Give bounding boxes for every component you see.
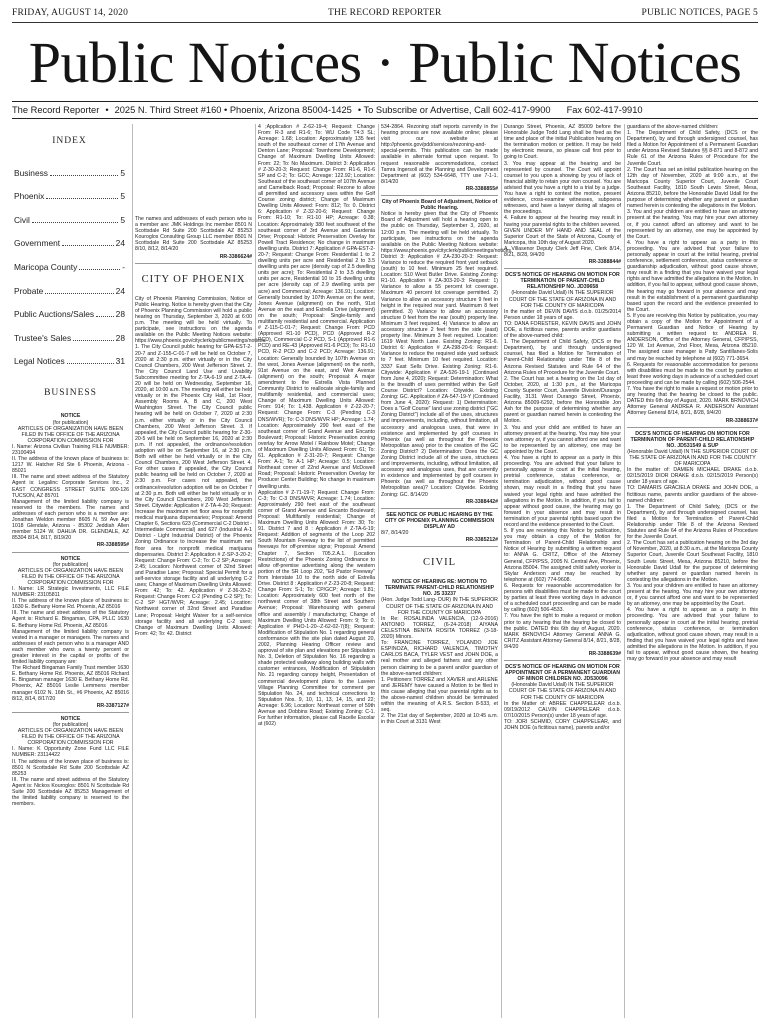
notice-divider bbox=[381, 508, 498, 509]
column-3-notices bbox=[258, 124, 375, 727]
masthead-rule-bottom bbox=[12, 118, 758, 119]
notice-text: Durango Street, Phoenix, AZ 85009 before the Honorable Judge Todd Lang shall be fixed as the time and place of the initial Publication hearing on the termination motion or petition. It may be held by electronic means, so please call first prior to going to Court. bbox=[504, 124, 621, 161]
notice-text: III. The name and street address of the Statutory Agent is: Legalinc Corporate Services Inc., 2 EAST CONGRESS STREET SUITE 900-126 TUCSON, AZ 85701 bbox=[12, 474, 129, 499]
index-entry-label: Public Auctions/Sales bbox=[14, 309, 95, 320]
masthead-title: Public Notices · Public Notices bbox=[28, 30, 742, 95]
notice-divider bbox=[381, 546, 498, 547]
index-entry-page: 24 bbox=[115, 285, 125, 296]
notice-text: 6. Requests for reasonable accommodation for persons with disabilities must be made to the court by parties at least three working days in advance of a scheduled court proceeding and can be made by calling (602) 506-2544. bbox=[627, 361, 758, 386]
index-entry-page: 28 bbox=[115, 332, 125, 343]
notice-divider bbox=[627, 427, 758, 428]
notice-text: 4. You have a right to appear as a party in this proceeding. You are advised that your failure to personally appear in court at the initial hearing, pretrial conference, status conference, or termination adjudication, without good cause shown, may result in a finding that you have waived your legal rights and have admitted the allegations in the Motion. In addition, if you fail to appear, without good cause shown, the hearing may go forward in your absence and may result bbox=[627, 607, 758, 663]
notice-text: 8/7, 8/14/20 bbox=[381, 530, 409, 536]
index-list bbox=[14, 154, 125, 366]
header-rule bbox=[12, 22, 758, 23]
notice-text: 7. You have the right to make a request or motion prior to any hearing that the hearing be closed to the public. DATED this 6th day of August, 2020. MARK BRNOVICH Attorney General ANNA G. CRITZ Assistant Attorney General 8/14, 8/21, 8/28, 9/4/20 bbox=[504, 613, 621, 650]
notice-caption: (for publication) bbox=[52, 419, 89, 426]
notice-title: DCS'S NOTICE OF HEARING ON MOTION FOR TERMINATION OF PARENT-CHILD RELATIONSHIP NO. JD39658 bbox=[505, 272, 620, 291]
column-divider bbox=[132, 124, 133, 1018]
column-divider bbox=[501, 124, 502, 1018]
index-entry-label: Trustee's Sales bbox=[14, 332, 72, 343]
index-entry-label: Business bbox=[14, 167, 48, 178]
notice-text: 4. Failure to appear at the hearing may result in having your parental rights to the children severed. bbox=[504, 215, 621, 228]
notice-text: To: FRANCINE TORREZ, YOLANDO JOE ESPINOZA, RICHARD VALENCIA, TIMOTHY CARLOS BACA, TYLER VEST and JOHN DOE, a real mother and alleged fathers and any other person claiming to be a parent and/or guardian of the above-named children: bbox=[381, 640, 498, 677]
index-leader-dots bbox=[62, 245, 114, 246]
section-heading-civil: CIVIL bbox=[423, 557, 456, 569]
notice-caption: (Honorable David Udall) IN THE SUPERIOR COURT OF THE STATE OF ARIZONA IN AND FOR THE COUNTY OF MARICOPA bbox=[508, 682, 617, 701]
column-divider bbox=[378, 124, 379, 1018]
notice-title: SEE NOTICE OF PUBLIC HEARING BY THE CITY OF PHOENIX PLANNING COMMISSION DISPLAY AD bbox=[384, 511, 495, 530]
notice-title: NOTICE bbox=[60, 715, 81, 722]
notice-text: Management of the limited liability company is reserved to the members. The names and addresses of each person who is a member are: Jonathan Weldon member 8605 N. 59 Ave Apt 1018 Glendale, Arizona - 85302 Jeddiah Allen member 5124 W. DAHLIA DR. GLENDALE, AZ 85304 8/14, 8/17, 8/19/20 bbox=[12, 498, 129, 542]
index-box bbox=[14, 138, 125, 366]
notice-id: RR-3387127# bbox=[96, 702, 129, 709]
notice-text: 2. The Court has set an initial publication hearing on the 12th day of November, 2020 at 9:00 a.m., at the Maricopa County Superior Court, Juvenile Court Southeast Facility, 1810 South Lewis Street, Mesa, Arizona 85210, before the Honorable David Udall for the purpose of determining whether any parent or guardian named herein is contesting the allegations in the Motion. bbox=[627, 166, 758, 210]
notice-title: DCS'S NOTICE OF HEARING ON MOTION FOR APPOINTMENT OF A PERMANENT GUARDIAN OF MINOR CHILDREN NO. JD530096 bbox=[505, 664, 620, 683]
notice-divider bbox=[504, 268, 621, 269]
notice-divider bbox=[12, 712, 129, 713]
index-entry bbox=[14, 272, 125, 296]
notice-id: RR-3388855# bbox=[465, 185, 498, 192]
publisher-name: The Record Reporter bbox=[12, 104, 100, 115]
notice-text: 3. You and your children are entitled to have an attorney present at the hearing. You may hire your own attorney or, if you cannot afford one and want to be represented by an attorney, one may be appointed by the Court. bbox=[627, 582, 758, 608]
notice-text: I. Name: LR Strategic Investments, LLC FILE NUMBER: 23105811 bbox=[12, 585, 129, 599]
notice-text: II. The address of the known place of business is: 8501 N Scottsdale Rd Suite 200 Scottsdale AZ 85253 bbox=[12, 758, 129, 777]
index-entry-label: Maricopa County bbox=[14, 262, 78, 273]
notice-text: GIVEN UNDER MY HAND AND SEAL of the Superior Court of the State of Arizona, County of Maricopa, this 10th day of August 2020. bbox=[504, 227, 621, 246]
notice-text: A. Villasenor Deputy Clerk Jeff Fine, Clerk 8/14, 8/21, 8/28, 9/4/20 bbox=[504, 245, 621, 258]
publisher-address: 2025 N. Third Street #160 • Phoenix, Arizona 85004-1425 bbox=[114, 104, 352, 115]
notice-text: III. The name and street address of the Statutory Agent is: Richard E. Bingaman, CPA, PLLC 1630 E. Bethany Home Rd. Phoenix, AZ 85016 bbox=[12, 610, 129, 629]
city-planning-notice: City of Phoenix Planning Commission, Notice of Public Hearing. Notice is hereby given that the City of Phoenix Planning Commission will hold a public hearing on Thursday, September 3, 2020 at 6:00 p.m. The meeting will be held virtually. To participate, see instructions on the agenda available on the Public Meeting Notices website: https://www.phoenix.gov/cityclerk/publicmeetings/notices. 1. The City Council public hearing for GPA-EST-2-20-7 and Z-155-C-01-7 will be held on October 7, 2020 at 2:30 p.m. either virtually or in the City Council Chambers, 200 West Jefferson Street. 2. The City Council Land Use and Livability Subcommittee meeting for Z-TA-6-19 and Z-TA-4-20 will be held on Wednesday, September 16, 2020, at 10:00 a.m. The meeting will either be held virtually or in the Phoenix City Hall, 1st Floor, Assembly Rooms A, B and C, 200 West Washington Street. The City Council public hearing will be held on October 7, 2020 at 2:30 p.m. either virtually or in the City Council Chambers, 200 West Jefferson Street. 3. If appealed, the City Council public hearing for Z-30-20-5 will be held on September 16, 2020 at 2:30 p.m. If not appealed, the ordinance/resolution adoption will be on September 16, at 2:30 p.m. Both will either be held virtually or in the City Council Chambers, 200 West Jefferson Street. 4. For other cases if appealed, the City Council public hearing will be held on October 7, 2020 at 2:30 p.m. For cases not appealed, the ordinance/resolution adoption will be on October 7 at 2:30 p.m. Both will either be held virtually or in the City Council Chambers, 200 West Jefferson Street. Citywide: Application # Z-TA-4-20; Request: Increase the maximum net floor area for nonprofit medical marijuana dispensaries; Proposal: Amend Chapter 6, Sections 623 (Commercial C-2 District - Intermediate Commercial) and 627 (Industrial A-1 District - Light Industrial District) of the Phoenix Zoning Ordinance to increase the maximum net floor area for nonprofit medical marijuana dispensaries. District 2: Application # Z-SP-3-20-2; Request: Change From: C-2; To: C-2 SP; Acreage: 2.45; Location: Northwest corner of 32nd Street and Paradise Lane; Proposal: Special Permit for a self-service storage facility and all underlying C-2 uses; Change of Maximum Dwelling Units Allowed: From: 42; To: 42. Application # Z-36-20-2; Request: Change From: C-2 (Pending C-2 SP); To: C-2 SP HGT/WVR; Acreage: 2.45; Location: Northwest corner of 32nd Street and Paradise Lane; Proposal: Height Waiver for a self-service storage facility and all underlying C-2 uses; Change of Maximum Dwelling Units Allowed: From: 42; To: 42. District bbox=[135, 295, 267, 637]
notice-text: 1. The Department of Child Safety, (DCS or the Department), by and through undersigned counsel, has filed a Motion for Appointment of a Permanent Guardian under Arizona Revised Statutes §§ 8-871 and 8-872 and Rule 61 of the Arizona Rules of Procedure for the Juvenile Court. bbox=[627, 130, 758, 167]
notice-text: In the matter of: DAMIEN MICHAEL DRAKE d.o.b. 02/15/2019 DIOR DRAKE d.o.b. 02/15/2019 Person(s) under 18 years of age. bbox=[627, 467, 758, 486]
index-entry bbox=[14, 154, 125, 178]
index-entry-page: 5 bbox=[120, 214, 125, 225]
notice-text: Application # Z-71-19-7; Request: Change From: C-3; To: C-3 DNS/WVR; Acreage: 1.74; Location: Approximately 290 feet east of the southeast corner of Grand Avenue and Encanto Boulevard; Proposal: Multifamily residential; Change of Maximum Dwelling Units Allowed: From: 30; To: 91. District 7 and 8 : Application # Z-TA-6-19; Request: Addition of segments of the Loop 202 South Mountain Freeway to the list of permitted freeways for off-premise signs; Proposal: Amend Chapter 7, Section 705.2.A.1. (Location Restrictions) of the Phoenix Zoning Ordinance to allow off-premise advertising along the western portion of the SR Loop 202, "Ed Pastor Freeway" from Interstate 10 to the north side of Estrella Drive. District 8 : Application # Z-23-20-8; Request: Change From: S-1; To: CP/GCP; Acreage: 9.81; Location: Approximately 600 feet north of the northwest corner of 38th Street and Southern Avenue; Proposal: Warehousing with general office and assembly / manufacturing; Change of Maximum Dwelling Units Allowed: From: 9; To: 0. Application # PHO-1-20--Z-62-02-7(8); Request: Modification of Stipulation No. 1 regarding general conformance with the site plan dated August 20, 2002, Planning Hearing Officer review and approval of site plan and elevations per Stipulation No. 3, Deletion of Stipulation No. 16 regarding a shade protected walkway along building walls with customer entrances, Modification of Stipulation No. 21 regarding canopy height, Presentation of commercial development plans to the Laveen Village Planning Committee for comment per Stipulation No. 24, and technical corrections to Stipulation Nos. 9, 10, 11, 13, 14, 15, and 22; Acreage: 6.96; Location: Northeast corner of 59th Avenue and Dobbins Road; Existing Zoning: C-1. For further information, please call Racelle Escolar at (602) bbox=[258, 489, 375, 728]
index-leader-dots bbox=[79, 269, 120, 270]
notice-text: II. The address of the known place of business is: 1217 W. Hatcher Rd Ste 6 Phoenix, Arizona - 85021 bbox=[12, 456, 129, 475]
separator: • bbox=[105, 104, 109, 115]
notice-text: Management of the limited liability company is vested in a manager or managers. The names and addresses of each person who is a manager AND each member who owns a twenty percent or greater interest in the capital or profits of the limited liability company are: bbox=[12, 628, 129, 666]
section-heading-city: CITY OF PHOENIX bbox=[141, 273, 246, 285]
masthead-rule-top bbox=[12, 101, 758, 102]
notice-id: RR-3388637# bbox=[725, 417, 758, 424]
notice-text: 4 ;Application # Z-62-19-4; Request: Change From: R-3 and R1-6; To: WU Code T4:3 SL; Acreage: 1.68; Location: Approximately 135 feet south of the southeast corner of 17th Avenue and Denton Lane; Proposal: Townhome Development; Change of Maximum Dwelling Units Allowed: From: 22; To: No Maximum. District 3: Application # Z-30-20-3; Request: Change From: R1-6, R1-6 SP and C-2; To: GCC; Acreage: 122.92; Location: Southeast of the southeast corner of 107th Avenue and Camelback Road; Proposal: Rezone to allow all permitted and accessory uses within the Golf Course zoning district; Change of Maximum Dwelling Units Allowed: From: 812; To: 0. District 6: Application # Z-32-20-6; Request: Change From: R1-10; To: R1-10 HP; Acreage: 0.38; Location: Approximately 380 feet southwest of the southeast corner of 3rd Avenue and Gardenia Drive; Proposal: Historic Preservation Overlay for Powell Tract Residence; No change in maximum dwelling units. District 7: Application # GPA-EST-2-20-7; Request: Change From: Residential 1 to 2 dwelling units per acre and Residential 2 to 3.5 dwelling units per acre (density cap of 2.5 dwelling units per acre); To: Residential 2 to 3.5 dwelling units per acre, Residential 10 to 15 dwelling units per acre (density cap of 2.9 dwelling units per acre) and Commercial; Acreage: 136.91; Location: Generally bounded by 107th Avenue on the west, Jones Avenue (alignment) on the north, 91st Avenue on the east and Estrella Drive (alignment) on the south; Proposal: Single-family and multifamily residential and commercial. Application # Z-115-C-01-7; Request: Change From: PCD (Approved R1-10 PCD), PCD (Approved R-2 PCD), Commercial C-2 PCD, S-1 (Approved R1-6 PCD) and RE-43 (Approved R1-6 PCD); To: R1-10 PCD, R-2 PCD and C-2 PCD; Acreage: 136.91; Location: Generally bounded by 107th Avenue on the west, Jones Avenue (alignment) on the north, 91st Avenue on the east, and Weir Avenue (alignment) on the south; Proposal: A major amendment to the Estrella Vista Planned Community District to reallocate single-family and multifamily residential, and commercial uses; Change of Maximum Dwelling Units Allowed: From: 914; To: 1,438. Application # Z-22-20-7; Request: Change From: C-3 (Pending C-3 DNS/WVR); To: C-3 DNS/WVR HP; Acreage: 1.74; Location: Approximately 290 feet east of the southeast corner of Grand Avenue and Encanto Boulevard; Proposal: Historic Preservation zoning overlay for Arrow Motel / Rainbow Motel; Change of Maximum Dwelling Units Allowed: From: 61; To: 61. Application # Z-31-20-7; Request: Change From: A-1; To: A-1 HP; Acreage: 0.5; Location: Northeast corner of 22nd Avenue and McDowell Road; Proposal: Historic Preservation Overlay for Producer Center Building; No change in maximum dwelling units. bbox=[258, 124, 375, 490]
subscribe-info: • To Subscribe or Advertise, Call 602-417-9900 bbox=[357, 104, 551, 115]
index-leader-dots bbox=[73, 340, 114, 341]
column-divider bbox=[624, 124, 625, 1018]
notice-title: NOTICE OF HEARING RE: MOTION TO TERMINATE PARENT-CHILD RELATIONSHIP NO. JS 33237 bbox=[384, 579, 495, 598]
business-notice-continued: The names and addresses of each person who is a member are: JMK Holdings Inc member 8501 N Scottsdale Rd Suite 200 Scottsdale AZ 85253 Kouroglos Consulting Group LLC member 8501 N Scottsdale Rd Suite 200 Scottsdale AZ 85253 8/10, 8/12, 8/14/20 bbox=[135, 216, 252, 253]
index-leader-dots bbox=[46, 198, 118, 199]
notice-text: 1. Petitioners TORREZ and XAVIER and ARLENE and JEREMY have caused a Motion to be filed in this cause alleging that your parental rights as to the above-named children should be terminated within the meaning of A.R.S. Section 8-533, et seq. bbox=[381, 676, 498, 714]
page-header bbox=[12, 6, 758, 20]
notice-text: 1. The Department of Child Safety, (DCS or the Department), by and through undersigned counsel, has filed a Motion for Termination of Parent-Child Relationship under Title 8 of the Arizona Revised Statutes and Rule 64 of the Arizona Rules of Procedure for the Juvenile Court. bbox=[627, 503, 758, 541]
section-heading-business: BUSINESS bbox=[44, 388, 97, 399]
column-4-notices bbox=[381, 124, 513, 726]
index-entry-page: - bbox=[122, 262, 125, 273]
index-entry-label: Legal Notices bbox=[14, 356, 65, 367]
notice-text: 5. If you are receiving this Notice by publication, you may obtain a copy of the Motion for Termination of Parent-Child Relationship and Notice of Hearing by submitting a written request to: ANNA G. CRITZ, Office of the Attorney General, CFP/PSS, 2005 N. Central Ave, Phoenix, Arizona 85004. The assigned child safety worker is Skylar Anderson and may be reached by telephone at (602) 774-9608. bbox=[504, 528, 621, 583]
notice-text: 5. If you are receiving this Notice by publication, you may obtain a copy of the Motion for Appointment of a Permanent Guardian and Notice of Hearing by submitting a written request to: ANDREA R. ANDERSON, Office of the Attorney General, CFP/PSS, 120 W. 1st Avenue, 2nd Floor, Mesa, Arizona 85210. The assigned case manager is Patty Santillanes-Solis and may be reached by telephone at (602) 771-3654. bbox=[627, 312, 758, 362]
index-entry-label: Government bbox=[14, 238, 61, 249]
notice-text: Notice is hereby given that the City of Phoenix Board of Adjustment will hold a hearing open to the public on Thursday, September 3, 2020, at 12:00 p.m. The meeting will be held virtually. To participate, see instructions on the agenda available on the Public Meeting Notices website: https://www.phoenix.gov/cityclerk/publicmeetings/notices. District 3: Application # ZA-230-20-3: Request: Variance to reduce the required front yard setback (south) to 10 feet. Minimum 25 feet required. Location: 510 West Butler Drive. Existing Zoning: R1-10. Application # ZA-303-20-3: Request: 1) Variance to allow a 55 percent lot coverage. Maximum 40 percent lot coverage permitted. 2) Variance to allow an accessory structure 9 feet in height in the required rear yard. Maximum 8 feet permitted. 3) Variance to allow an accessory structure 0 feet from the rear (south) property line. Minimum 3 feet required. 4) Variance to allow an accessory structure 2 feet from the side (east) property line. Minimum 3 feet required. Location: 1619 West North Lane. Existing Zoning: R1-6. District 6: Application # ZA-298-20-6: Request: Variance to reduce the required side yard setback to 7 feet. Minimum 10 feet required. Location: 3337 East Sells Drive. Existing Zoning: R1-6. Citywide: Application # ZA-526-19-1 (Continued from June 4, 2020): Request: Determination: What is the breadth of uses permitted within the Golf Course District? Location: Citywide. Existing Zoning: GC. Application # ZA-547-19-Y (Continued from June 4, 2020): Request: 1) Determination: Does a "Golf Course" land use zoning district ("GC Zoning District") include all of the uses, structures and improvements, including, without limitation, all accessory and analogous uses, that were in existence and implemented by golf courses in Phoenix (as well as throughout the Phoenix Metropolitan area) prior to the creation of the GC Zoning District? 2) Determination: Does the GC Zoning District include all of the uses, structures and improvements, including, without limitation, all accessory and analogous uses, that are currently in existence and implemented by golf courses in Phoenix (as well as throughout the Phoenix Metropolitan area)? Location: Citywide. Existing Zoning: GC. 8/14/20 bbox=[381, 211, 513, 498]
index-entry bbox=[14, 178, 125, 202]
index-entry bbox=[14, 201, 125, 225]
notice-text: 3. You and your children are entitled to have an attorney present at the hearing. You may hire your own attorney or, if you cannot afford an attorney and want to be represented by an attorney, one may be appointed by the Court. bbox=[627, 209, 758, 240]
notice-caption: (Hon. Judge Todd Lang- DUR) IN THE SUPERIOR COURT OF THE STATE OF ARIZONA IN AND FOR THE COUNTY OF MARICOPA bbox=[381, 597, 498, 616]
notice-text: 1. The Department of Child Safety, (DCS or the Department), by and through undersigned counsel, has filed a Motion for Termination of Parent-Child Relationship under Title 8 of the Arizona Revised Statutes and Rule 64 of the Arizona Rules of Procedure for the Juvenile Court. bbox=[504, 339, 621, 376]
notice-text: 2. The 21st day of September, 2020 at 10:45 a.m. in this Court at 3131 West bbox=[381, 713, 498, 726]
notice-text: 2. The Court has set a publication hearing on the 3rd day of November, 2020, at 8:30 a.m., at the Maricopa County Superior Court, Juvenile Court Southeast Facility, 1810 South Lewis Street, Mesa, Arizona 85210, before the Honorable David Udall for the purpose of determining whether any parent or guardian named herein is contesting the allegations in the Motion. bbox=[627, 540, 758, 583]
index-entry-page: 31 bbox=[115, 356, 125, 367]
publication-name: THE RECORD REPORTER bbox=[328, 8, 442, 18]
page-date: FRIDAY, AUGUST 14, 2020 bbox=[12, 8, 129, 18]
index-leader-dots bbox=[32, 222, 119, 223]
index-entry bbox=[14, 296, 125, 320]
index-entry-label: Phoenix bbox=[14, 191, 45, 202]
notice-text: 6. Requests for reasonable accommodation for persons with disabilities must be made to the court by parties at least three working days in advance of a scheduled court proceeding and can be made by calling (602) 506-4533. bbox=[504, 582, 621, 614]
notice-text: 4. You have a right to appear as a party in this proceeding. You are advised that your failure to personally appear in court at the initial hearing, pretrial conference, status conference, or termination adjudication, without good cause shown, may result in a finding that you have waived your legal rights and have admitted the allegations in the Motion. In addition, if you fail to appear without good cause, the hearing may go forward in your absence and may result in termination of your parental rights based upon the record and the evidence presented to the Court. bbox=[504, 454, 621, 528]
notice-caption: (for publication) bbox=[52, 721, 89, 728]
index-entry bbox=[14, 319, 125, 343]
notice-id: RR-3386624# bbox=[219, 253, 252, 260]
notice-caption: ARTICLES OF ORGANIZATION HAVE BEEN FILED IN THE OFFICE OF THE ARIZONA CORPORATION COMMISSION FOR bbox=[17, 425, 124, 444]
notice-text: In the matter of: DEVIN DAVIS d.o.b. 01/25/2014 Person under 18 years of age. bbox=[504, 308, 621, 321]
masthead-info bbox=[12, 103, 758, 116]
notice-divider bbox=[135, 263, 252, 264]
column-5 bbox=[504, 124, 621, 1018]
notice-text: III. The name and street address of the Statutory Agent is: Nickos Kouroglos: 8501 N Scottsdale Rd Suite 200 Scottsdale AZ 85253 Management of the limited liability company is reserved to the members. bbox=[12, 776, 129, 808]
notice-title: DCS'S NOTICE OF HEARING ON MOTION FOR TERMINATION OF PARENT-CHILD RELATIONSHIP NO. JD531549 & SUP bbox=[630, 430, 755, 449]
notice-divider bbox=[381, 195, 498, 196]
index-entry-page: 5 bbox=[120, 191, 125, 202]
notice-text: 2. The Court has set a hearing on the 1st day of October, 2020, at 1:30 p.m., at the Maricopa County Superior Court, Juvenile Division/Durango Facility, 3131 West Durango Street, Phoenix, Arizona 85009-6292, before the Honorable Jon Ash for the purpose of determining whether any parent or guardian named herein is contesting the Motion. bbox=[504, 375, 621, 425]
notice-caption: (Honorable David Udall) IN THE SUPERIOR COURT OF THE STATE OF ARIZONA IN AND FOR THE COUNTY OF MARICOPA bbox=[508, 290, 617, 309]
notice-caption: (Honorable David Udall) IN THE SUPERIOR COURT OF THE STATE OF ARIZONA IN AND FOR THE COUNTY OF MARICOPA bbox=[627, 448, 758, 468]
column-1 bbox=[12, 124, 129, 1018]
index-entry-page: 5 bbox=[120, 167, 125, 178]
notice-caption: ARTICLES OF ORGANIZATION HAVE BEEN FILED IN THE OFFICE OF THE ARIZONA CORPORATION COMMISSION FOR bbox=[17, 728, 124, 747]
notice-text: guardians of the above-named children: bbox=[627, 124, 719, 130]
column-6 bbox=[627, 124, 758, 1018]
index-leader-dots bbox=[67, 363, 114, 364]
notice-text: II. The address of the known place of business is: 1630 E. Bethany Home Rd. Phoenix, AZ 85016 bbox=[12, 598, 129, 611]
index-leader-dots bbox=[96, 316, 114, 317]
notice-text: 7. You have the right to make a request or motion prior to any hearing that the hearing be closed to the public. DATED this 6th day of August, 2020. MARK BRNOVICH Attorney General ANDREA R. ANDERSON Assistant Attorney General 8/14, 8/21, 8/28, 9/4/20 bbox=[627, 386, 758, 417]
notice-id: RR-3388639# bbox=[588, 650, 621, 657]
notice-text: The Richard Bingaman Family Trust member 1630 E. Bethany Home Rd. Phoenix, AZ 85016 Richard E. Bingaman manager 1630 E. Bethany Home Rd. Phoenix, AZ 85016 Leslie Lemmens member manager 6102 N. 16th St., #6 Phoenix, AZ 85016 8/12, 8/14, 8/17/20 bbox=[12, 665, 129, 702]
column-2 bbox=[135, 124, 267, 1018]
column-6-notices bbox=[627, 124, 758, 662]
notice-text: I. Name: Arizona Civilian Training FILE NUMBER: 23100494 bbox=[12, 443, 129, 456]
notice-divider bbox=[12, 552, 129, 553]
column-divider bbox=[255, 124, 256, 1018]
index-entry bbox=[14, 248, 125, 272]
notice-text: TO: JORI SCHMID, CORY CHAPPELEAR, and JOHN DOE (a fictitious name), parents and/or bbox=[504, 718, 621, 731]
index-title: INDEX bbox=[52, 136, 87, 146]
column-3 bbox=[258, 124, 375, 1018]
notice-id: RR-3388595# bbox=[96, 542, 129, 549]
index-entry-page: 28 bbox=[115, 309, 125, 320]
column-4 bbox=[381, 124, 513, 1018]
notice-text: I. Name: K Opportunity Zone Fund LLC FILE NUMBER: 23114422 bbox=[12, 746, 129, 759]
index-entry bbox=[14, 343, 125, 367]
column-5-notices bbox=[504, 124, 621, 731]
index-entry-page: 24 bbox=[115, 238, 125, 249]
notice-text: In the Matter of: ABREE CHAPPELEAR d.o.b. 09/19/2012 CALVIN CHAPPELEAR d.o.b. 07/10/2015 Person(s) under 18 years of age. bbox=[504, 700, 621, 719]
notice-text: 4. You have a right to appear as a party in this proceeding. You are advised that your failure to personally appear in court at the initial hearing, pretrial conference, settlement conference, status conference or guardianship adjudication, without good cause shown, may result in a finding that you have waived your legal rights and have admitted the allegations in the Motion. In addition, if you fail to appear, without good cause shown, the hearing may go forward in your absence and may result in the establishment of a permanent guardianship based upon the record and the evidence presented to the Court. bbox=[627, 239, 758, 313]
notice-divider bbox=[504, 660, 621, 661]
notice-title: NOTICE bbox=[60, 413, 81, 420]
index-leader-dots bbox=[50, 175, 118, 176]
index-entry bbox=[14, 225, 125, 249]
fax-info: Fax 602-417-9910 bbox=[566, 104, 643, 115]
notice-text: 3. You may appear at the hearing and be represented by counsel. The Court will appoint counsel to you upon a showing by you of lack of financial ability to retain your own counsel. You are advised that you have a right to a trial by a judge. You have a right to contest the motion, present evidence, cross-examine witnesses, subpoena witnesses, and have a lawyer during all stages of the proceedings. bbox=[504, 160, 621, 216]
notice-title: NOTICE bbox=[60, 555, 81, 562]
notice-caption: ARTICLES OF ORGANIZATION HAVE BEEN FILED IN THE OFFICE OF THE ARIZONA CORPORATION COMMISSION FOR bbox=[17, 567, 124, 586]
notice-text: 3. You and your child are entitled to have an attorney present at the hearing. You may hire your own attorney or, if you cannot afford one and want to be represented by an attorney, one may be appointed by the Court. bbox=[504, 424, 621, 455]
notice-id: RR-3388844# bbox=[588, 259, 621, 266]
column-1-notices bbox=[12, 413, 129, 807]
notice-text: TO: DAMARIS GRACIELA DRAKE and JOHN DOE, a fictitious name, parents and/or guardians of the above-named children: bbox=[627, 485, 758, 504]
index-entry-label: Civil bbox=[14, 214, 30, 225]
notice-id: RR-3388442# bbox=[465, 498, 498, 505]
notice-text: TO: DANA FORESTER, KEVIN DAVIS and JOHN DOE, a fictitious name, parents and/or guardians of the above-named child: bbox=[504, 320, 621, 340]
notice-text: In Re: ROSALINDA VALENCIA, (12-9-2016) ANTONIO TORREZ, (6-24-2018) AIYANA CELESTINA BENITA ROSITA TORREZ (3-18-2020) Minors. bbox=[381, 615, 498, 641]
notice-text: 534-2864. Rezoning staff reports currently in the hearing process are now available online; please visit our website at http://phoenix.gov/pdd/services/rezoning-and-special-permits. This publication can be made available in alternate format upon request. To request reasonable accommodations, contact Tamra Ingersoll at the Planning and Development Department at (602) 534-6648, TTY use 7-1-1. 8/14/20 bbox=[381, 124, 498, 185]
notice-id: RR-3385212# bbox=[465, 537, 498, 544]
page-number: PUBLIC NOTICES, PAGE 5 bbox=[641, 8, 758, 18]
index-leader-dots bbox=[45, 293, 113, 294]
index-entry-label: Probate bbox=[14, 285, 44, 296]
notice-title: City of Phoenix Board of Adjustment, Notice of Public Hearing. bbox=[381, 199, 498, 212]
notice-caption: (for publication) bbox=[52, 561, 89, 568]
